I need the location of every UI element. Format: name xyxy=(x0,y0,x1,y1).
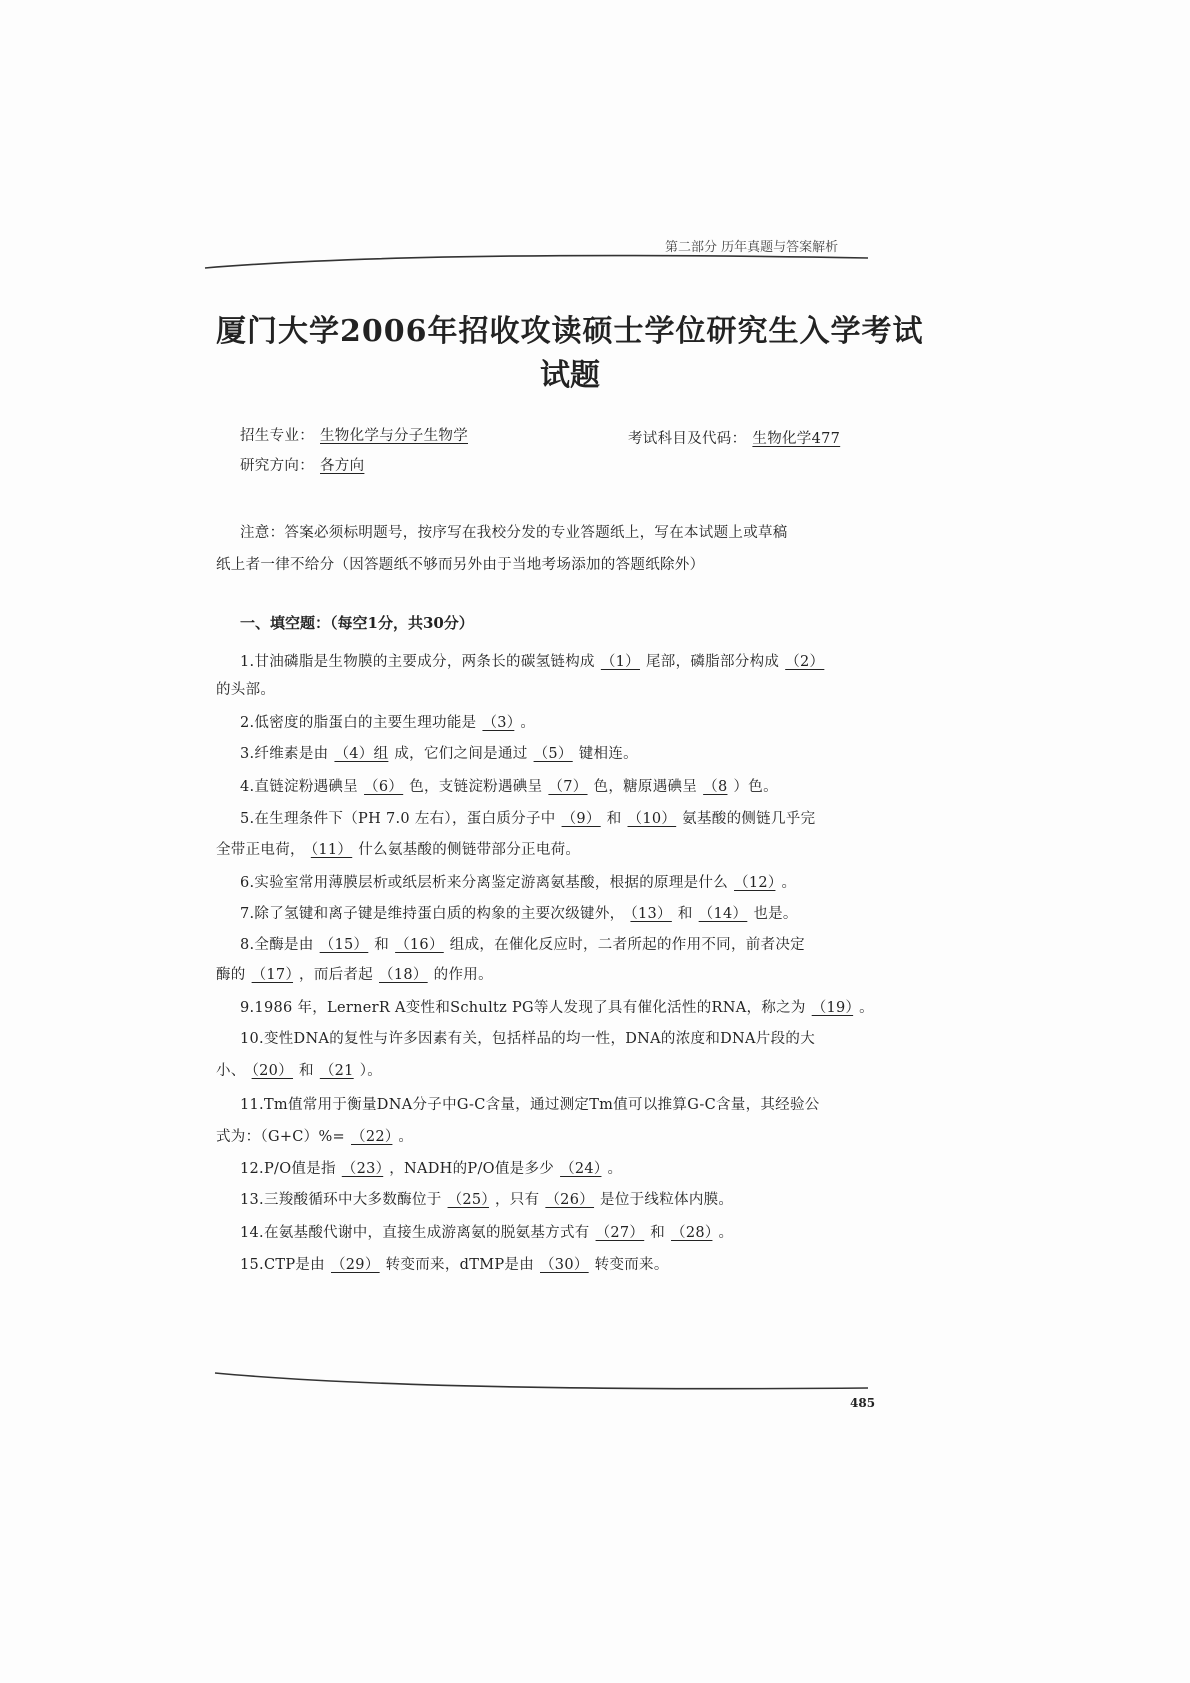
question-text: ，NADH的P/O值是多少 xyxy=(389,1161,555,1177)
answer-blank: （16） xyxy=(395,937,444,953)
page-number: 485 xyxy=(850,1396,876,1410)
answer-blank: （17） xyxy=(251,967,294,983)
answer-blank: （22） xyxy=(351,1129,393,1145)
question-text: 转变而来，dTMP是由 xyxy=(385,1257,534,1273)
major-value: 生物化学与分子生物学 xyxy=(320,428,468,444)
answer-blank: （15） xyxy=(319,937,369,953)
question-text: 的作用。 xyxy=(433,967,493,983)
question-line xyxy=(240,902,798,923)
answer-blank: （10） xyxy=(627,811,677,827)
question-text: 什么氨基酸的侧链带部分正电荷。 xyxy=(358,842,581,858)
exam-subtitle: 试题 xyxy=(540,358,600,393)
question-text: 8.全酶是由 xyxy=(240,937,314,953)
answer-blank: （25） xyxy=(447,1192,489,1208)
answer-blank: （26） xyxy=(545,1192,595,1208)
question-text: 氨基酸的侧链几乎完 xyxy=(682,811,816,827)
subject-field xyxy=(628,427,846,448)
answer-blank: （2） xyxy=(785,654,825,670)
question-line xyxy=(216,678,275,699)
question-text: 15.CTP是由 xyxy=(240,1257,325,1273)
question-text: 全带正电荷， xyxy=(216,842,305,858)
answer-blank: （8 xyxy=(703,779,728,795)
answer-blank: （5） xyxy=(533,746,573,762)
answer-blank: （14） xyxy=(698,906,748,922)
subject-value: 生物化学477 xyxy=(752,431,841,447)
question-text: 11.Tm值常用于衡量DNA分子中G-C含量，通过测定Tm值可以推算G-C含量，其经验公 xyxy=(240,1097,820,1113)
question-text: 组成，在催化反应时，二者所起的作用不同，前者决定 xyxy=(449,937,805,953)
answer-blank: （1） xyxy=(600,654,640,670)
question-text: 和 xyxy=(677,906,693,922)
direction-label: 研究方向： xyxy=(240,458,314,474)
question-text: 5.在生理条件下（PH 7.0 左右），蛋白质分子中 xyxy=(240,811,556,827)
question-text: 。 xyxy=(718,1225,734,1241)
answer-blank: （3） xyxy=(482,715,515,731)
question-text: 和 xyxy=(650,1225,666,1241)
question-text: 色，糖原遇碘呈 xyxy=(593,779,698,795)
answer-blank: （20） xyxy=(251,1063,294,1079)
question-text: 式为：（G+C）%= xyxy=(216,1129,346,1145)
question-text: 酶的 xyxy=(216,967,246,983)
question-text: 12.P/O值是指 xyxy=(240,1161,336,1177)
question-text: 3.纤维素是由 xyxy=(240,746,329,762)
question-text: 4.直链淀粉遇碘呈 xyxy=(240,779,359,795)
question-text: 和 xyxy=(299,1063,314,1079)
question-text: 成，它们之间是通过 xyxy=(394,746,528,762)
answer-blank: （12） xyxy=(734,875,776,891)
answer-blank: （6） xyxy=(364,779,404,795)
question-text: 9.1986 年，LernerR A变性和Schultz PG等人发现了具有催化活性的RNA，称之为 xyxy=(240,1000,806,1016)
question-text: 6.实验室常用薄膜层析或纸层析来分离鉴定游离氨基酸，根据的原理是什么 xyxy=(240,875,729,891)
question-line xyxy=(240,1093,820,1114)
question-text: 13.三羧酸循环中大多数酶位于 xyxy=(240,1192,442,1208)
major-field xyxy=(240,424,518,445)
question-line xyxy=(240,775,778,796)
question-text: ，而后者起 xyxy=(299,967,374,983)
question-line xyxy=(240,933,805,954)
question-text: 2.低密度的脂蛋白的主要生理功能是 xyxy=(240,715,477,731)
question-text: 和 xyxy=(374,937,390,953)
question-text: 10.变性DNA的复性与许多因素有关，包括样品的均一性，DNA的浓度和DNA片段的大 xyxy=(240,1031,816,1047)
answer-blank: （30） xyxy=(540,1257,589,1273)
question-text: 。 xyxy=(859,1000,874,1016)
question-line xyxy=(216,838,580,859)
question-text: ，只有 xyxy=(494,1192,540,1208)
answer-blank: （23） xyxy=(341,1161,384,1177)
question-text: 1.甘油磷脂是生物膜的主要成分，两条长的碳氢链构成 xyxy=(240,654,595,670)
answer-blank: （29） xyxy=(330,1257,380,1273)
direction-field xyxy=(240,454,370,475)
question-line xyxy=(240,1221,733,1242)
section-title: 一、填空题：（每空1分，共30分） xyxy=(240,614,474,632)
answer-blank: （27） xyxy=(595,1225,645,1241)
answer-blank: （11） xyxy=(310,842,353,858)
question-text: 尾部，磷脂部分构成 xyxy=(645,654,780,670)
question-text: 小、 xyxy=(216,1063,246,1079)
direction-value: 各方向 xyxy=(320,458,365,474)
question-line xyxy=(240,650,830,671)
question-text: ）色。 xyxy=(733,779,778,795)
header-rule xyxy=(205,256,868,268)
question-line xyxy=(240,996,874,1017)
exam-title: 厦门大学2006年招收攻读硕士学位研究生入学考试 xyxy=(216,314,924,349)
answer-blank: （28） xyxy=(671,1225,713,1241)
question-text: 键相连。 xyxy=(578,746,638,762)
question-line xyxy=(240,871,796,892)
notice-line: 纸上者一律不给分（因答题纸不够而另外由于当地考场添加的答题纸除外） xyxy=(216,557,705,573)
question-line xyxy=(240,1027,815,1048)
question-line xyxy=(240,807,815,828)
question-text: 色，支链淀粉遇碘呈 xyxy=(409,779,543,795)
answer-blank: （19） xyxy=(811,1000,854,1016)
question-line xyxy=(216,1059,382,1080)
question-text: 也是。 xyxy=(753,906,798,922)
question-text: 的头部。 xyxy=(216,682,276,698)
notice-line: 注意：答案必须标明题号，按序写在我校分发的专业答题纸上，写在本试题上或草稿 xyxy=(240,525,788,541)
footer-rule xyxy=(215,1373,868,1389)
question-text: 。 xyxy=(781,875,797,891)
running-header: 第二部分 历年真题与答案解析 xyxy=(665,240,839,255)
question-text: 14.在氨基酸代谢中，直接生成游离氨的脱氨基方式有 xyxy=(240,1225,590,1241)
question-line xyxy=(240,1188,733,1209)
answer-blank: （18） xyxy=(379,967,428,983)
answer-blank: （4）组 xyxy=(334,746,389,762)
subject-label: 考试科目及代码： xyxy=(628,431,747,447)
question-line xyxy=(216,963,493,984)
question-line xyxy=(240,742,638,763)
question-text: 转变而来。 xyxy=(594,1257,669,1273)
question-line xyxy=(240,711,535,732)
question-line xyxy=(240,1253,669,1274)
answer-blank: （21 xyxy=(319,1063,354,1079)
answer-blank: （24） xyxy=(560,1161,602,1177)
major-label: 招生专业： xyxy=(240,428,314,444)
question-text: 和 xyxy=(606,811,622,827)
question-text: 。 xyxy=(607,1161,623,1177)
question-text: 7.除了氢键和离子键是维持蛋白质的构象的主要次级键外， xyxy=(240,906,625,922)
question-text: 是位于线粒体内膜。 xyxy=(600,1192,734,1208)
question-line xyxy=(216,1125,413,1146)
question-text: ）。 xyxy=(359,1063,383,1079)
question-text: 。 xyxy=(398,1129,414,1145)
question-text: 。 xyxy=(520,715,536,731)
answer-blank: （9） xyxy=(561,811,601,827)
answer-blank: （13） xyxy=(630,906,672,922)
question-line xyxy=(240,1157,622,1178)
answer-blank: （7） xyxy=(548,779,588,795)
